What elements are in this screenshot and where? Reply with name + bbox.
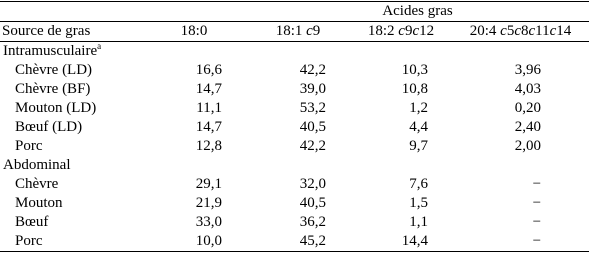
table-body [0,42,589,252]
table-cell: 53,2 [299,100,326,116]
table-cell: 12,8 [195,138,222,154]
table-cell: − [532,195,542,211]
table-cell: 3,96 [514,62,542,78]
table-row [0,61,589,80]
table-cell: 7,6 [409,176,428,192]
table-cell: 33,0 [195,214,222,230]
table-row [0,232,589,252]
row-label: Chèvre (BF) [15,81,91,97]
table-row [0,213,589,232]
row-label: Chèvre [15,176,59,192]
table-cell: 4,4 [409,119,428,135]
table-cell: 1,1 [409,214,428,230]
table-row [0,118,589,137]
table-cell: 10,0 [142,232,246,252]
group-header: Acides gras [142,2,589,22]
row-label: Mouton (LD) [15,100,97,116]
table-cell: 40,5 [299,119,326,135]
table-cell: − [452,232,589,252]
column-header-row [0,22,589,42]
section-row [0,156,589,175]
table-cell: − [532,214,542,230]
column-header-18-1: 18:1 c9 [246,22,350,42]
table-row [0,175,589,194]
table-cell: 10,3 [401,62,428,78]
table-cell: 14,4 [350,232,452,252]
table-cell: 45,2 [246,232,350,252]
section-label: Intramusculaire [3,43,98,59]
column-header-source: Source de gras [0,22,142,42]
table-cell: 14,7 [195,81,222,97]
table-cell: 29,1 [195,176,222,192]
table-cell: 2,00 [514,138,542,154]
table-cell: 16,6 [195,62,222,78]
table-cell: 0,20 [514,100,542,116]
column-header-18-2: 18:2 c9c12 [350,22,452,42]
section-label: Abdominal [3,157,71,173]
table-cell: 39,0 [299,81,326,97]
table-row [0,137,589,156]
table-cell: 2,40 [514,119,542,135]
table-cell: 36,2 [299,214,326,230]
table-cell: 32,0 [299,176,326,192]
table-cell: − [532,176,542,192]
section-footnote-marker: a [97,41,102,51]
row-label: Bœuf [15,214,49,230]
table-cell: 21,9 [195,195,222,211]
table-cell: 14,7 [195,119,222,135]
row-label: Bœuf (LD) [15,119,83,135]
table-row [0,80,589,99]
table-cell: 1,2 [409,100,428,116]
row-label: Mouton [15,195,63,211]
column-header-20-4: 20:4 c5c8c11c14 [452,22,589,42]
table-cell: 1,5 [409,195,428,211]
fatty-acid-table [0,1,589,252]
row-label: Porc [0,232,142,252]
table-row [0,194,589,213]
row-label: Chèvre (LD) [15,62,93,78]
table-cell: 9,7 [409,138,428,154]
table-cell: 10,8 [401,81,428,97]
table-cell: 40,5 [299,195,326,211]
column-header-18-0: 18:0 [142,22,246,42]
section-row [0,42,589,62]
row-label: Porc [15,138,43,154]
group-header-row [0,2,589,22]
table-cell: 42,2 [299,138,326,154]
table-cell: 42,2 [299,62,326,78]
table-cell: 4,03 [514,81,542,97]
table-cell: 11,1 [196,100,222,116]
table-row [0,99,589,118]
